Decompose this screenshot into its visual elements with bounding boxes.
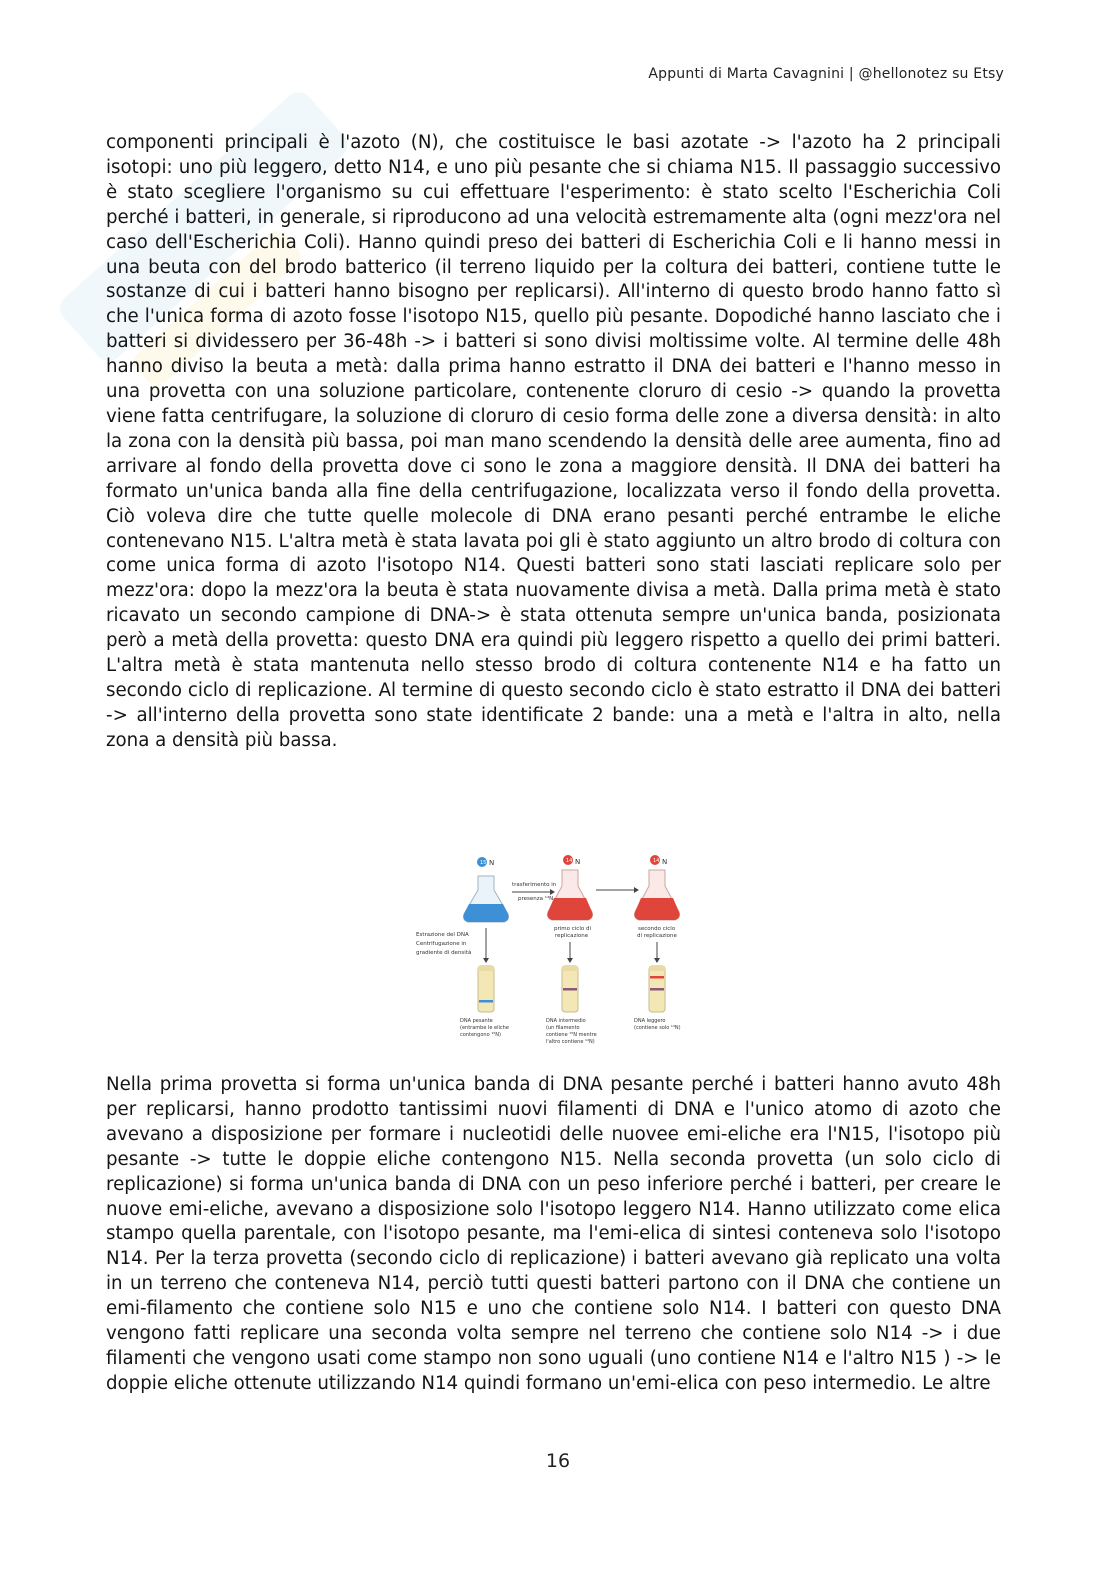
tube1-caption-1: DNA pesante bbox=[460, 1018, 493, 1024]
cycle1-label-2: replicazione bbox=[555, 933, 589, 939]
cycle2-label-1: secondo ciclo bbox=[638, 926, 676, 932]
svg-text:N: N bbox=[575, 858, 581, 866]
paragraph-2: Nella prima provetta si forma un'unica banda di DNA pesante perché i batteri hanno avuto 48h per replicarsi, hanno prodotto tantissimi nuovi filamenti di DNA e l'unico atomo di azoto che avevano a disposizione per formare i nucleotidi delle nuovee emi-eliche era l'N15, l'isotopo più pesante -> tutte le doppie eliche contengono N15. Nella seconda provetta (un solo ciclo di replicazione) si forma un'unica banda di DNA con un peso inferiore perché i batteri, per creare le nuove emi-eliche, avevano a disposizione solo l'isotopo leggero N14. Hanno utilizzato come elica stampo quella parentale, con l'isotopo pesante, ma l'emi-elica di sintesi conteneva solo l'isotopo N14. Per la terza provetta (secondo ciclo di replicazione) i batteri avevano già replicato una volta in un terreno che conteneva N14, perciò tutti questi batteri partono con il DNA che contiene un emi-filamento che contiene solo N15 e uno che contiene solo N14. I batteri con questo DNA vengono fatti replicare una seconda volta sempre nel terreno che contiene solo N14 -> i due filamenti che vengono usati come stampo non sono uguali (uno contiene N14 e l'altro N15 ) -> le doppie eliche ottenute utilizzando N14 quindi formano un'emi-elica con peso intermedio. Le altre bbox=[106, 1074, 1001, 1394]
tube1-caption-2: (entrambe le eliche bbox=[460, 1025, 509, 1031]
tube2-caption-1: DNA intermedio bbox=[546, 1018, 586, 1024]
extract-label-1: Estrazione del DNA bbox=[416, 932, 469, 938]
page-header: Appunti di Marta Cavagnini | @hellonotez su Etsy bbox=[648, 66, 1004, 82]
cycle1-label-1: primo ciclo di bbox=[554, 926, 591, 932]
svg-text:15: 15 bbox=[480, 860, 487, 866]
flask-second-cycle bbox=[635, 855, 680, 920]
page-number: 16 bbox=[545, 1450, 571, 1472]
svg-text:N: N bbox=[489, 859, 495, 867]
transfer-label-1: trasferimento in bbox=[512, 882, 557, 888]
tube1-caption-3: contengono ¹⁵N) bbox=[460, 1032, 501, 1038]
transfer-label-2: presenza ¹⁴N bbox=[518, 896, 554, 902]
cycle2-label-2: di replicazione bbox=[637, 933, 677, 939]
tube-heavy-dna bbox=[478, 966, 494, 1012]
paragraph-1: componenti principali è l'azoto (N), che costituisce le basi azotate -> l'azoto ha 2 principali isotopi: uno più leggero, detto N14, e uno più pesante che si chiama N15. Il passaggio successivo è stato scegliere l'organismo su cui effettuare l'esperimento: è stato scelto l'Escherichia Coli perché i batteri, in generale, si riproducono ad una velocità estremamente alta (ogni mezz'ora nel caso dell'Escherichia Coli). Hanno quindi preso dei batteri di Escherichia Coli e li hanno messi in una beuta con del brodo batterico (il terreno liquido per la coltura dei batteri, contiene tutte le sostanze di cui i batteri hanno bisogno per replicarsi). All'interno di questo brodo hanno fatto sì che l'unica forma di azoto fosse l'isotopo N15, quello più pesante. Dopodiché hanno lasciato che i batteri si dividessero per 36-48h -> i batteri si sono divisi moltissime volte. Al termine delle 48h hanno diviso la beuta a metà: dalla prima hanno estratto il DNA dei batteri e l'hanno messo in una provetta con una soluzione particolare, contenente cloruro di cesio -> quando la provetta viene fatta centrifugare, la soluzione di cloruro di cesio forma delle zone a diversa densità: in alto la zona con la densità più bassa, poi man mano scendendo la densità delle aree aumenta, fino ad arrivare al fondo della provetta dove ci sono le zona a maggiore densità. Il DNA dei batteri ha formato un'unica banda alla fine della centrifugazione, localizzata verso il fondo della provetta. Ciò voleva dire che tutte quelle molecole di DNA erano pesanti perché entrambe le eliche contenevano N15. L'altra metà è stata lavata poi gli è stato aggiunto un altro brodo di coltura con come unica forma di azoto l'isotopo N14. Questi batteri sono stati lasciati replicare solo per mezz'ora: dopo la mezz'ora la beuta è stata nuovamente divisa a metà. Dalla prima metà è stato ricavato un secondo campione di DNA-> è stata ottenuta sempre un'unica banda, posizionata però a metà della provetta: questo DNA era quindi più leggero rispetto a quello dei primi batteri. L'altra metà è stata mantenuta nello stesso brodo di coltura contenente N14 e ha fatto un secondo ciclo di replicazione. Al termine di questo secondo ciclo è stato estratto il DNA dei batteri -> all'interno della provetta sono state identificate 2 bande: una a metà e l'altra in alto, nella zona a densità più bassa. bbox=[106, 132, 1001, 751]
tube3-caption-2: (contiene solo ¹⁴N) bbox=[634, 1025, 681, 1031]
svg-text:N: N bbox=[662, 858, 668, 866]
extract-label-2: Centrifugazione in bbox=[416, 941, 467, 947]
tube3-caption-1: DNA leggero bbox=[634, 1018, 666, 1024]
svg-text:14: 14 bbox=[566, 858, 573, 864]
flask-heavy bbox=[464, 857, 509, 922]
tube-light-dna bbox=[649, 966, 665, 1012]
svg-text:14: 14 bbox=[653, 858, 660, 864]
tube-intermediate-dna bbox=[562, 966, 578, 1012]
extract-label-3: gradiente di densità bbox=[416, 950, 472, 956]
meselson-stahl-figure bbox=[412, 852, 697, 1052]
tube2-caption-2: (un filamento bbox=[546, 1025, 580, 1031]
tube2-caption-3: contiene ¹⁵N mentre bbox=[546, 1032, 597, 1038]
tube2-caption-4: l'altro contiene ¹⁴N) bbox=[546, 1039, 595, 1045]
